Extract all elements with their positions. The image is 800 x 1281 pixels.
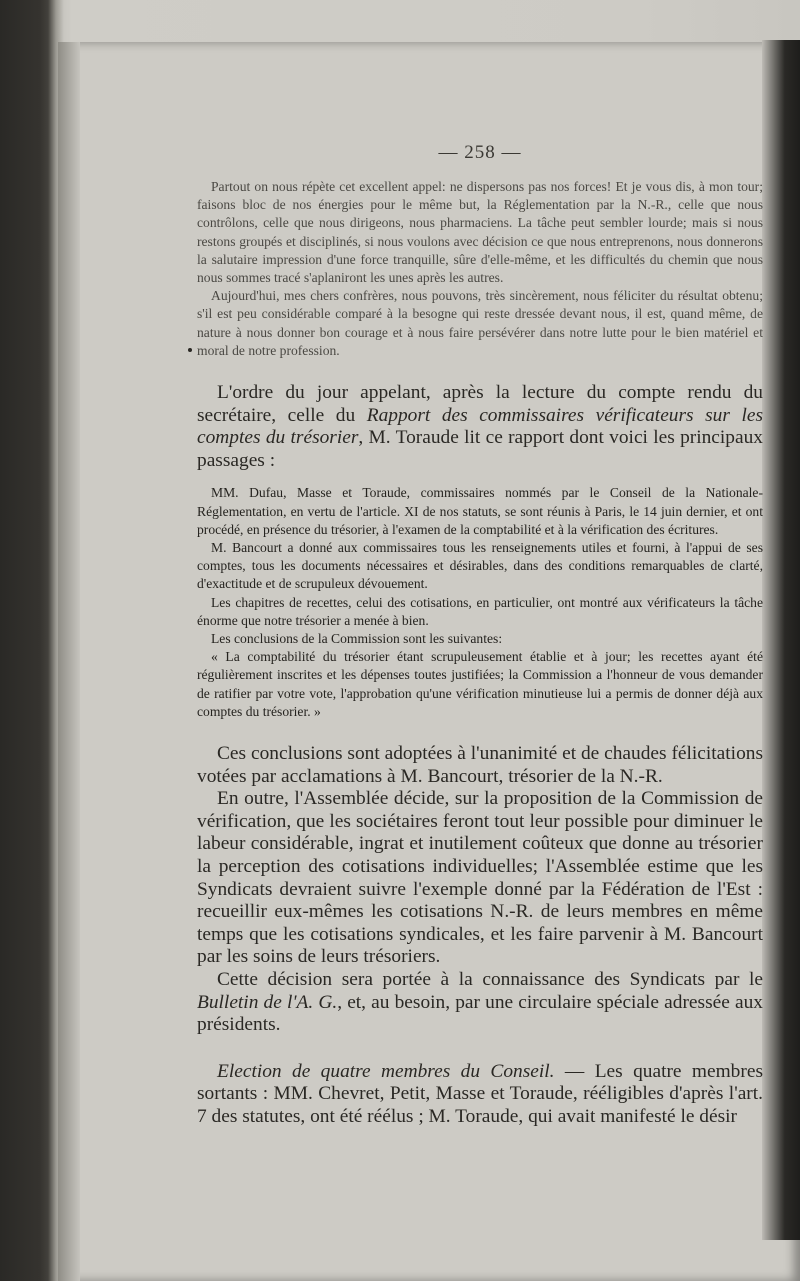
intro-paragraph-1: Partout on nous répète cet excellent appel: ne dispersons pas nos forces! Et je vous dis, à mon tour; faisons bloc de nos énergies pour le même but, la Réglementation par la N.-R., celle que nous contrôlons, celle que nous dirigeons, nous pharmaciens. La tâche peut sembler lourde; mais si nous restons groupés et disciplinés, si nous voulons avec décision ce que nous entreprenons, nous donnerons la salutaire impression d'une force tranquille, sûre d'elle-même, et les difficultés du chemin que nous nous sommes tracé s'aplaniront les unes après les autres. — [197, 179, 763, 286]
report-paragraph-2: M. Bancourt a donné aux commissaires tous les renseignements utiles et fourni, à l'appui de ses comptes, tous les documents nécessaires et désirables, dans des conditions remarquables de clarté, d'exactitude et de scrupuleux dévouement. — [197, 540, 763, 592]
report-paragraph-1: MM. Dufau, Masse et Toraude, commissaires nommés par le Conseil de la Nationale-Réglementation, en vertu de l'article. XI de nos statuts, se sont réunis à Paris, le 14 juin dernier, et ont procédé, en présence du trésorier, à l'examen de la comptabilité et à la vérification des écritures. — [197, 485, 763, 537]
page-content — [197, 142, 763, 1129]
decision-lead: Cette décision sera portée à la connaissance des Syndicats par le — [217, 968, 763, 990]
conclusions-paragraph-3 — [197, 969, 763, 1037]
report-title: Rapport des commissaires vérificateurs sur les comptes du trésorier — [197, 404, 763, 449]
bulletin-title: Bulletin de l'A. G. — [197, 991, 338, 1013]
election-heading: Election de quatre membres du Conseil. — [217, 1060, 555, 1082]
conclusions-paragraph-1: Ces conclusions sont adoptées à l'unanimité et de chaudes félicitations votées par acclamations à M. Bancourt, trésorier de la N.-R. — [197, 743, 763, 787]
report-paragraph-3: Les chapitres de recettes, celui des cotisations, en particulier, ont montré aux vérificateurs la tâche énorme que notre trésorier a menée à bien. — [197, 594, 763, 628]
order-paragraph — [197, 382, 763, 472]
intro-section — [197, 178, 763, 360]
report-section — [197, 484, 763, 721]
conclusions-section — [197, 743, 763, 1037]
decision-tail: , et, au besoin, par une circulaire spéciale adressée aux présidents. — [197, 991, 763, 1036]
conclusions-paragraph-2: En outre, l'Assemblée décide, sur la proposition de la Commission de vérification, que les sociétaires feront tout leur possible pour diminuer le labeur considérable, ingrat et inutilement coûteux que donne au trésorier la perception des cotisations individuelles; l'Assemblée estime que les Syndicats devraient suivre l'exemple donné par la Fédération de l'Est : recueillir eux-mêmes les cotisations N.-R. de leurs membres en même temps que les cotisations syndicales, et les faire parvenir à M. Bancourt par les soins de leurs trésoriers. — [197, 788, 763, 968]
election-paragraph — [197, 1061, 763, 1129]
page-number: — 258 — — [438, 142, 522, 163]
order-lead: L'ordre du jour appelant, après la lecture du compte rendu du secrétaire, celle du — [197, 382, 763, 426]
election-text: — Les quatre membres sortants : MM. Chevret, Petit, Masse et Toraude, rééligibles d'après l'art. 7 des statutes, ont été réélus ; M. Toraude, qui avait manifesté le désir — [197, 1060, 763, 1127]
election-section — [197, 1061, 763, 1129]
order-tail: , M. Toraude lit ce rapport dont voici les principaux passages : — [197, 427, 763, 471]
intro-paragraph-2: Aujourd'hui, mes chers confrères, nous pouvons, très sincèrement, nous féliciter du résultat obtenu; s'il est peu considérable comparé à la besogne qui reste dressée devant nous, il est, quand même, de nature à nous donner bon courage et à nous faire persévérer dans notre lutte pour le bien matériel et moral de notre profession. — [197, 288, 763, 358]
report-paragraph-4: Les conclusions de la Commission sont les suivantes: — [211, 631, 503, 647]
ink-speck — [188, 348, 192, 352]
report-quote: « La comptabilité du trésorier étant scrupuleusement établie et à jour; les recettes ayant été régulièrement inscrites et les dépenses toutes justifiées; la Commission a l'honneur de vous demander de ratifier par votre vote, l'approbation qu'une vérification minutieuse lui a permis de donner déjà aux comptes du trésorier. » — [197, 649, 763, 719]
page-edge-shadow — [762, 40, 800, 1240]
order-section — [197, 382, 763, 472]
